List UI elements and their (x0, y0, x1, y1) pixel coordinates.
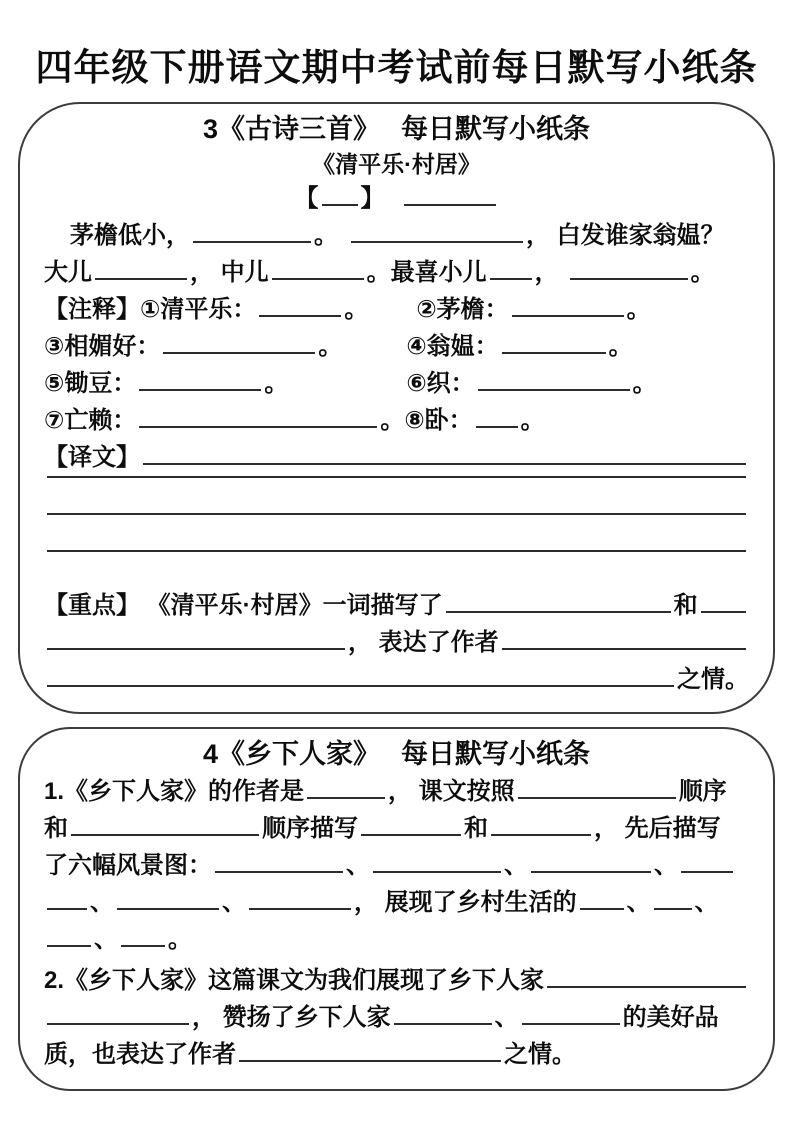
text-run: 、 (504, 852, 528, 879)
fill-in-blank (681, 871, 733, 873)
fill-in-blank (71, 834, 259, 836)
fill-in-blank (47, 685, 674, 687)
q2-line-3 (44, 1036, 749, 1073)
q2-line-1 (44, 962, 749, 999)
text-run: 、 (90, 889, 114, 916)
fill-in-blank (580, 908, 624, 910)
fill-in-blank (121, 945, 165, 947)
card-xiangxia-header: 4《乡下人家》 每日默写小纸条 (202, 739, 591, 769)
fill-in-blank (502, 648, 746, 650)
dynasty-author-line (44, 180, 749, 217)
poem-line-2 (44, 254, 749, 291)
note-line-4 (44, 402, 749, 439)
text-run: ③相媚好： (44, 333, 161, 360)
fill-in-blank (143, 463, 746, 465)
card-gushi-sanshou (18, 102, 775, 714)
fill-in-blank (373, 871, 501, 873)
fill-in-blank (139, 426, 377, 428)
fill-in-blank (47, 945, 91, 947)
key-point-line-3 (44, 661, 749, 698)
fill-in-blank (322, 204, 358, 206)
text-run: 。 (608, 333, 633, 360)
fill-in-blank (351, 241, 523, 243)
fill-in-blank (47, 908, 87, 910)
fill-in-blank (47, 476, 746, 478)
fill-in-blank (476, 426, 518, 428)
fill-in-blank (249, 908, 351, 910)
text-run: 和 (673, 592, 698, 619)
text-run: 2.《乡下人家》这篇课文为我们展现了乡下人家 (44, 967, 545, 994)
fill-in-blank (512, 315, 624, 317)
text-run: 【译文】 (44, 444, 140, 471)
fill-in-blank (259, 315, 341, 317)
note-line-2 (44, 328, 749, 365)
text-run: ⑤锄豆： (44, 370, 137, 397)
text-run: ， 展现了乡村生活的 (354, 889, 577, 916)
text-run: 质，也表达了作者 (44, 1041, 236, 1068)
text-run: 。 (626, 296, 651, 323)
fill-in-blank (117, 908, 219, 910)
text-run: 顺序 (678, 778, 727, 805)
text-run: 。 (632, 370, 657, 397)
text-run: 、 (626, 889, 651, 916)
fill-in-blank (446, 611, 671, 613)
fill-in-blank (531, 871, 651, 873)
fill-in-blank (654, 908, 692, 910)
fill-in-blank (490, 278, 532, 280)
fill-in-blank (239, 1060, 501, 1062)
text-run: 。⑧卧： (380, 407, 473, 434)
fill-in-blank (547, 986, 746, 988)
fill-in-blank (139, 389, 261, 391)
text-run: ， 中儿 (190, 259, 269, 286)
text-run: 、 (94, 926, 118, 953)
fill-in-blank (47, 550, 746, 552)
text-run: 【重点】 《清平乐·村居》一词描写了 (44, 592, 443, 619)
q2-line-2 (44, 999, 749, 1036)
card-gushi-header: 3《古诗三首》 每日默写小纸条 (202, 114, 591, 144)
fill-in-blank (272, 278, 364, 280)
fill-in-blank (570, 278, 688, 280)
text-run: ， 赞扬了乡下人家 (192, 1004, 391, 1031)
text-run: ②茅檐： (416, 296, 509, 323)
text-run: 、 (222, 889, 246, 916)
text-run: 。 (314, 222, 338, 249)
text-run: 、 (346, 852, 370, 879)
fill-in-blank (47, 1023, 189, 1025)
text-run: ④翁媪： (406, 333, 499, 360)
text-run: 、 (494, 1004, 519, 1031)
card-gushi-lines (44, 180, 749, 698)
text-run: 和 (44, 815, 68, 842)
text-run: 之情。 (504, 1041, 576, 1068)
text-run: 【 (294, 185, 319, 212)
fill-in-blank (47, 513, 746, 515)
q1-line-4 (44, 884, 749, 921)
text-run: ， 课文按照 (388, 778, 515, 805)
text-run: ⑥织： (406, 370, 475, 397)
text-run: 。最喜小儿 (366, 259, 487, 286)
fill-in-blank (307, 797, 385, 799)
fill-in-blank (518, 797, 676, 799)
text-run: 。 (690, 259, 715, 286)
text-run: 和 (464, 815, 488, 842)
poem-title: 《清平乐·村居》 (312, 151, 481, 177)
fill-in-blank (491, 834, 591, 836)
text-run: 的美好品 (622, 1004, 719, 1031)
text-run: 。 (168, 926, 192, 953)
text-run: ， 白发谁家翁媪？ (526, 222, 725, 249)
writing-line (44, 513, 749, 550)
page-title: 四年级下册语文期中考试前每日默写小纸条 (35, 47, 758, 88)
card-xiangxia-lines (44, 773, 749, 1073)
text-run: 之情。 (677, 666, 749, 693)
note-line-3 (44, 365, 749, 402)
text-run: 。 (264, 370, 289, 397)
fill-in-blank (193, 241, 311, 243)
fill-in-blank (394, 1023, 492, 1025)
q1-line-3 (44, 847, 749, 884)
writing-line (44, 550, 749, 587)
q1-line-5 (44, 921, 749, 958)
text-run: 1.《乡下人家》的作者是 (44, 778, 305, 805)
text-run: 【注释】①清平乐： (44, 296, 257, 323)
text-run: 、 (654, 852, 678, 879)
note-line-1 (44, 291, 749, 328)
fill-in-blank (701, 611, 746, 613)
key-point-line-1 (44, 587, 749, 624)
fill-in-blank (47, 648, 345, 650)
text-run: 大儿 (44, 259, 92, 286)
q1-line-1 (44, 773, 749, 810)
fill-in-blank (478, 389, 630, 391)
key-point-line-2 (44, 624, 749, 661)
text-run: 】 (360, 185, 385, 212)
text-run: 。 (344, 296, 369, 323)
fill-in-blank (215, 871, 343, 873)
text-run: 顺序描写 (262, 815, 358, 842)
translation-label-line (44, 439, 749, 476)
text-run: 了六幅风景图： (44, 852, 212, 879)
text-run: ， 先后描写 (594, 815, 721, 842)
text-run: 茅檐低小， (70, 222, 190, 249)
text-run: 、 (694, 889, 719, 916)
poem-line-1 (44, 217, 749, 254)
writing-line (44, 476, 749, 513)
text-run: ， (534, 259, 559, 286)
fill-in-blank (502, 352, 606, 354)
q1-line-2 (44, 810, 749, 847)
text-run: ⑦亡赖： (44, 407, 137, 434)
fill-in-blank (404, 204, 496, 206)
card-xiangxia-renjia (18, 727, 775, 1091)
fill-in-blank (95, 278, 187, 280)
fill-in-blank (522, 1023, 620, 1025)
text-run: ， 表达了作者 (348, 629, 499, 656)
text-run: 。 (520, 407, 545, 434)
text-run: 。 (318, 333, 343, 360)
fill-in-blank (361, 834, 461, 836)
fill-in-blank (163, 352, 315, 354)
